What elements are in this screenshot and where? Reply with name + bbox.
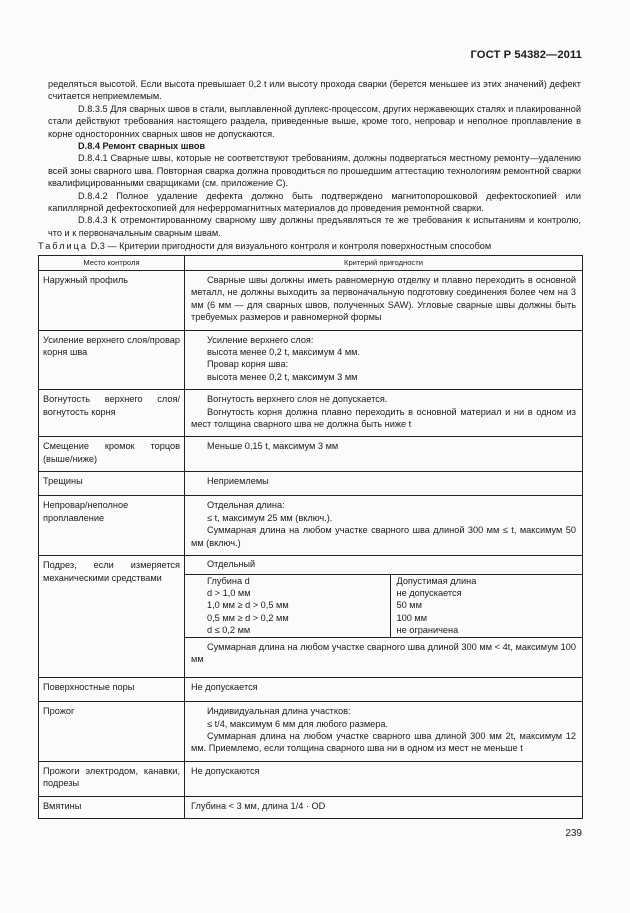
table-row — [39, 678, 583, 702]
table-row — [39, 437, 583, 472]
table-row — [39, 796, 583, 818]
section-heading-d84: D.8.4 Ремонт сварных швов — [78, 141, 206, 152]
criteria-line: ≤ t, максимум 25 мм (включ.). — [207, 512, 333, 523]
row-place: Подрез, если измеряется механическими средствами — [39, 556, 185, 678]
length-column — [390, 574, 582, 637]
criteria-paragraph: Суммарная длина на любом участке сварного шва длиной 300 мм 2t, максимум 12 мм. Приемлемо, если толщина сварного шва ни в одном из мест не меньше t — [191, 730, 576, 754]
length-header: Допустимая длина — [396, 575, 477, 586]
criteria-line: Усиление верхнего слоя: — [207, 334, 314, 345]
table-row-undercut — [39, 556, 583, 678]
row-place: Прожог — [39, 702, 185, 762]
length-value: не допускается — [396, 587, 462, 598]
row-place: Трещины — [39, 472, 185, 496]
col-header-place: Место контроля — [39, 256, 185, 271]
paragraph-d842: D.8.4.2 Полное удаление дефекта должно быть подтверждено магнитопорошковой дефектоскопией или капиллярной дефектоскопией для неферромагнитных материалов до проведения ремонтной сварки. — [48, 190, 581, 214]
row-criteria: Неприемлемы — [185, 472, 583, 496]
row-criteria: Сварные швы должны иметь равномерную отделку и плавно переходить в основной металл, не должны выходить за первоначальную подготовку соединения более чем на 3 мм (6 мм — для сварных швов, полученных SAW). Угловые сварные швы должны быть требуемых размеров и равномерной формы — [185, 271, 583, 331]
length-value: не ограничена — [396, 625, 459, 636]
criteria-single-label: Отдельный — [207, 559, 256, 570]
criteria-paragraph: Суммарная длина на любом участке сварного шва длиной 300 мм ≤ t, максимум 50 мм (включ.) — [191, 525, 576, 548]
length-value: 50 мм — [396, 600, 422, 611]
length-value: 100 мм — [396, 612, 428, 623]
table-caption-label: Таблица — [38, 241, 89, 251]
depth-value: 0,5 мм ≥ d > 0,2 мм — [207, 612, 289, 623]
depth-value: 1,0 мм ≥ d > 0,5 мм — [207, 600, 289, 611]
paragraph-d843: D.8.4.3 К отремонтированному сварному шву должны предъявляться те же требования к испытаниям и контролю, что и к первоначальным сварным швам. — [48, 215, 581, 238]
table-caption — [38, 240, 598, 252]
criteria-line: ≤ t/4, максимум 6 мм для любого размера. — [207, 718, 389, 729]
table-row — [39, 472, 583, 496]
table-row — [39, 330, 583, 390]
table-row — [39, 390, 583, 437]
table-row — [39, 496, 583, 556]
criteria-total-length: Суммарная длина на любом участке сварного шва длиной 300 мм < 4t, максимум 100 мм — [191, 641, 576, 664]
row-criteria: Не допускается — [185, 678, 583, 702]
criteria-line: высота менее 0,2 t, максимум 3 мм — [207, 371, 358, 382]
col-header-criteria: Критерий пригодности — [185, 256, 583, 271]
criteria-paragraph: Вогнутость корня должна плавно переходить в основной материал и ни в одном из мест толщина сварного шва не должна быть ниже t — [191, 406, 576, 430]
row-place: Усиление верхнего слоя/провар корня шва — [39, 330, 185, 390]
page-number: 239 — [565, 828, 582, 839]
criteria-line: Отдельная длина: — [207, 500, 285, 511]
paragraph-d835: D.8.3.5 Для сварных швов в стали, выплавленной дуплекс-процессом, других нержавеющих сталях и плакированной стали действуют требования настоящего раздела, приведенные выше, кроме того, непровар и неполное проплавление в корне односторонних сварных швов не допускаются. — [48, 103, 581, 139]
criteria-table — [38, 255, 583, 819]
depth-column — [185, 574, 390, 637]
row-place: Непровар/неполное проплавление — [39, 496, 185, 556]
undercut-row — [185, 574, 582, 637]
row-place: Поверхностные поры — [39, 678, 185, 702]
table-row — [39, 761, 583, 796]
row-criteria: Меньше 0,15 t, максимум 3 мм — [185, 437, 583, 472]
depth-header: Глубина d — [207, 575, 250, 586]
row-criteria — [185, 330, 583, 390]
row-criteria — [185, 390, 583, 437]
criteria-line: Провар корня шва: — [207, 359, 289, 370]
row-place: Вмятины — [39, 796, 185, 818]
row-criteria: Не допускаются — [185, 761, 583, 796]
row-place: Наружный профиль — [39, 271, 185, 331]
table-header-row — [39, 256, 583, 271]
paragraph-continuation: ределяться высотой. Если высота превышает 0,2 t или высоту прохода сварки (берется меньшее из этих значений) дефект считается неприемлемым. — [48, 79, 581, 102]
undercut-depth-table — [185, 574, 582, 638]
table-caption-text: D.3 — Критерии пригодности для визуального контроля и контроля поверхностным способом — [90, 241, 492, 251]
criteria-line: Индивидуальная длина участков: — [207, 706, 351, 717]
depth-value: d ≤ 0,2 мм — [207, 625, 251, 636]
table-row — [39, 271, 583, 331]
row-criteria — [185, 496, 583, 556]
body-text — [48, 78, 581, 239]
row-criteria — [185, 702, 583, 762]
depth-value: d > 1,0 мм — [207, 587, 251, 598]
criteria-line: высота менее 0,2 t, максимум 4 мм. — [207, 347, 361, 358]
row-place: Смещение кромок торцов (выше/ниже) — [39, 437, 185, 472]
row-place: Вогнутость верхнего слоя/ вогнутость корня — [39, 390, 185, 437]
standard-code: ГОСТ Р 54382—2011 — [470, 49, 582, 61]
row-place: Прожоги электродом, канавки, подрезы — [39, 761, 185, 796]
row-criteria — [185, 556, 583, 678]
paragraph-d841: D.8.4.1 Сварные швы, которые не соответствуют требованиям, должны подвергаться местному ремонту—удалению всей зоны сварного шва. Повторная сварка должна проводиться по прошедшим аттестацию технологиям ремонтной сварки квалифицированными сварщиками (см. приложение С). — [48, 153, 581, 189]
row-criteria: Глубина < 3 мм, длина 1/4 · OD — [185, 796, 583, 818]
table-row — [39, 702, 583, 762]
criteria-paragraph: Вогнутость верхнего слоя не допускается. — [207, 394, 388, 405]
